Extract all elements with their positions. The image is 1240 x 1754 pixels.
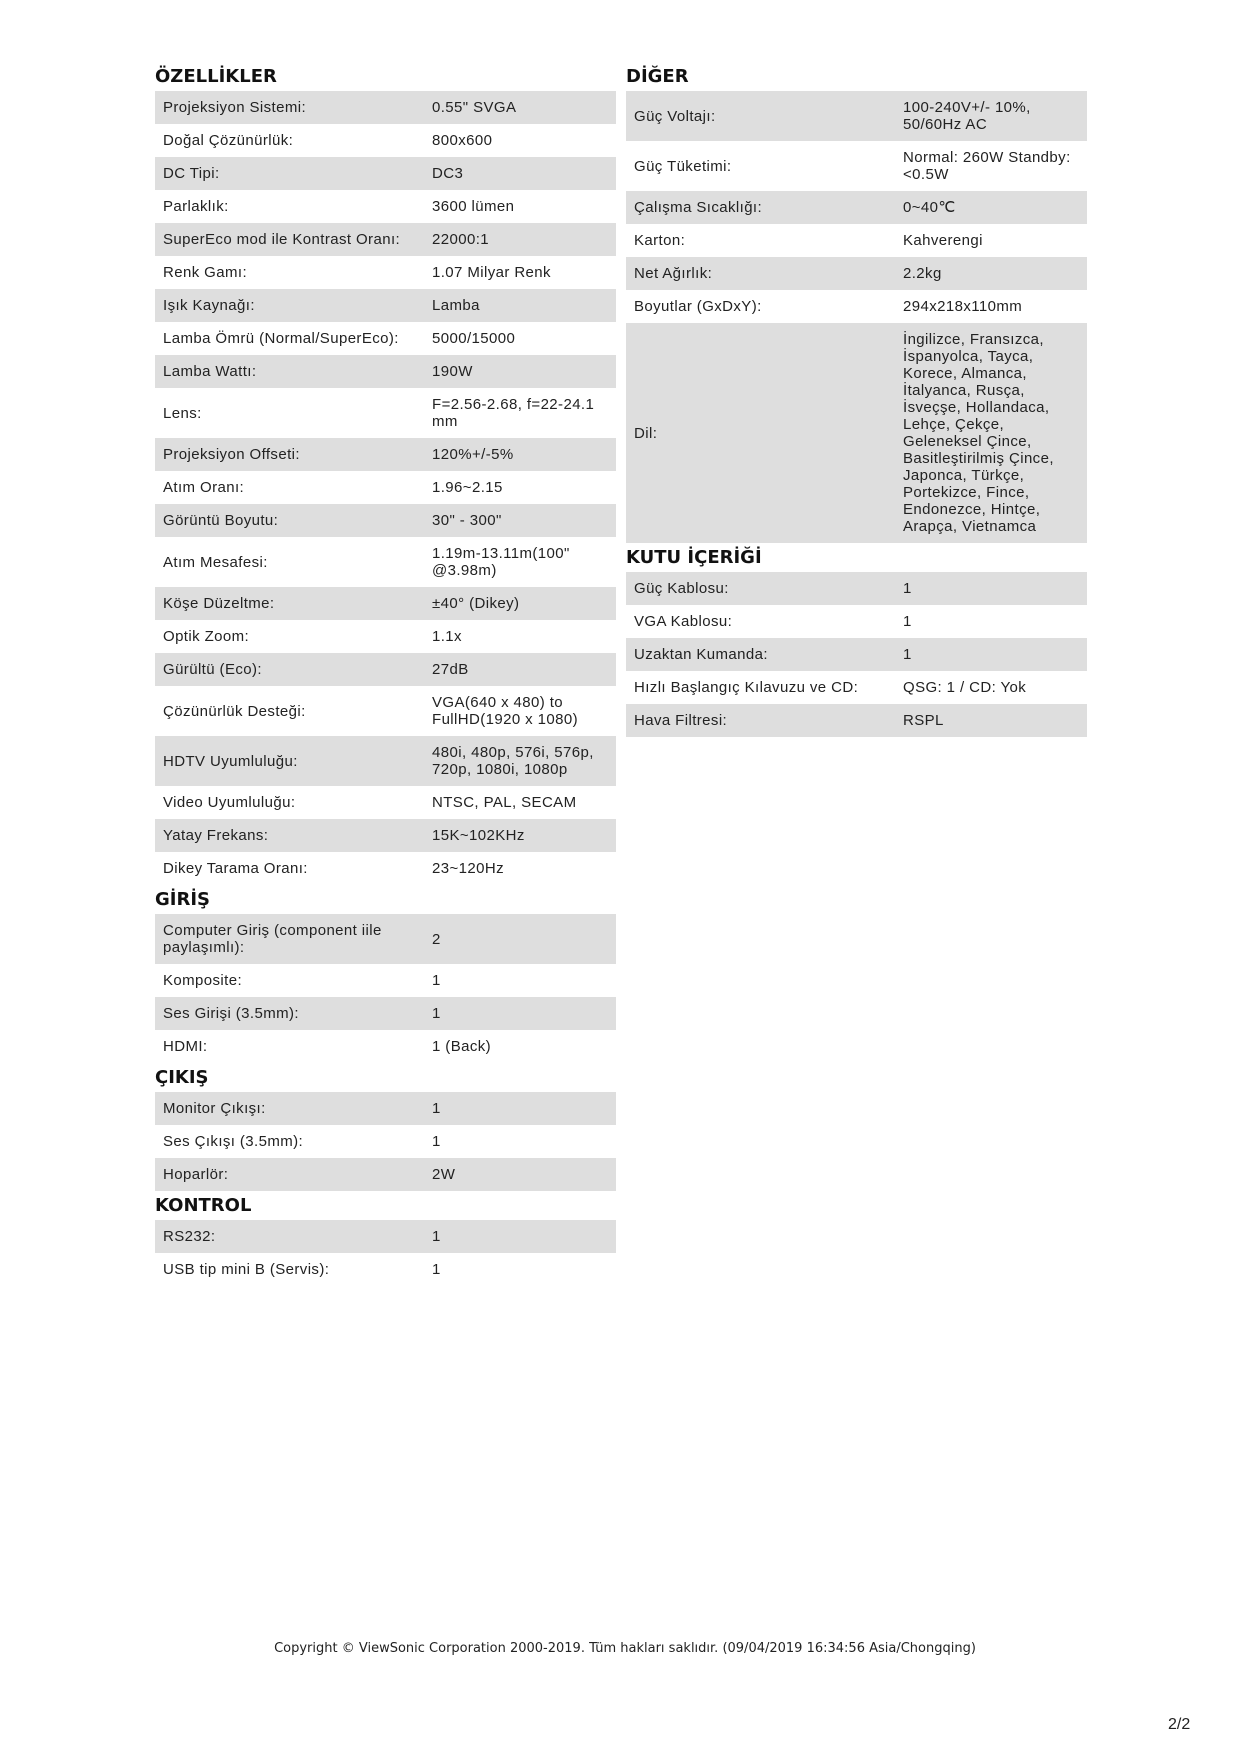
spec-label: SuperEco mod ile Kontrast Oranı: — [163, 231, 401, 248]
spec-row — [155, 1092, 616, 1125]
spec-row — [155, 355, 616, 388]
spec-label: Lamba Ömrü (Normal/SuperEco): — [163, 330, 399, 347]
spec-row — [155, 190, 616, 223]
spec-label: Güç Kablosu: — [634, 580, 729, 597]
spec-value: 2.2kg — [903, 265, 942, 282]
spec-label: Işık Kaynağı: — [163, 297, 255, 314]
spec-row — [155, 504, 616, 537]
spec-value: 294x218x110mm — [903, 298, 1023, 315]
spec-value: 480i, 480p, 576i, 576p, 720p, 1080i, 1080p — [432, 744, 594, 778]
spec-value: 800x600 — [432, 132, 493, 149]
spec-label: Lens: — [163, 404, 202, 422]
spec-value: 1 — [903, 613, 912, 630]
spec-label: Çözünürlük Desteği: — [163, 702, 306, 720]
spec-table — [155, 1220, 616, 1286]
spec-row — [626, 91, 1087, 141]
spec-row — [155, 438, 616, 471]
spec-value: 1 — [432, 1005, 441, 1022]
spec-label: Çalışma Sıcaklığı: — [634, 199, 763, 216]
copyright-footer: Copyright © ViewSonic Corporation 2000-2019. Tüm hakları saklıdır. (09/04/2019 16:34:56 Asia/Chongqing) — [274, 1641, 976, 1656]
spec-value: QSG: 1 / CD: Yok — [903, 679, 1027, 696]
spec-value: 23~120Hz — [432, 860, 505, 877]
spec-row — [626, 572, 1087, 605]
spec-row — [155, 289, 616, 322]
spec-label: Boyutlar (GxDxY): — [634, 298, 762, 315]
spec-value: 30" - 300" — [432, 512, 502, 529]
spec-value: Normal: 260W Standby: <0.5W — [903, 149, 1071, 183]
spec-section-giris — [155, 885, 616, 1063]
spec-row — [155, 997, 616, 1030]
spec-value: 0~40℃ — [903, 199, 956, 216]
spec-value: NTSC, PAL, SECAM — [432, 794, 577, 811]
spec-row — [155, 620, 616, 653]
spec-label: Hızlı Başlangıç Kılavuzu ve CD: — [634, 679, 859, 696]
spec-label: Yatay Frekans: — [163, 827, 269, 844]
spec-row — [626, 141, 1087, 191]
spec-value: 15K~102KHz — [432, 827, 525, 844]
spec-value: 1 — [903, 580, 912, 597]
spec-label: Renk Gamı: — [163, 264, 248, 281]
spec-value: 1.19m-13.11m(100" @3.98m) — [432, 545, 570, 579]
spec-row — [626, 671, 1087, 704]
spec-row — [155, 223, 616, 256]
spec-table — [626, 91, 1087, 543]
spec-value: ±40° (Dikey) — [432, 595, 520, 612]
spec-value: 1.96~2.15 — [432, 479, 503, 496]
spec-section-cikis — [155, 1063, 616, 1191]
spec-label: Optik Zoom: — [163, 628, 250, 645]
spec-label: Computer Giriş (component iile paylaşımlı): — [163, 922, 382, 956]
spec-value: 100-240V+/- 10%, 50/60Hz AC — [903, 99, 1031, 133]
spec-label: Hoparlör: — [163, 1166, 229, 1183]
spec-row — [155, 819, 616, 852]
spec-label: Gürültü (Eco): — [163, 661, 262, 678]
spec-row — [155, 91, 616, 124]
section-title: GİRİŞ — [155, 889, 210, 910]
spec-value: VGA(640 x 480) to FullHD(1920 x 1080) — [432, 694, 578, 728]
spec-value: 190W — [432, 363, 473, 380]
spec-label: Ses Girişi (3.5mm): — [163, 1005, 299, 1022]
spec-row — [155, 1030, 616, 1063]
spec-section-kontrol — [155, 1191, 616, 1286]
spec-row — [155, 587, 616, 620]
spec-section-diger — [626, 62, 1087, 543]
page-number: 2/2 — [1168, 1716, 1191, 1733]
section-title: DİĞER — [626, 66, 689, 87]
spec-value: 1 — [903, 646, 912, 663]
spec-value: 3600 lümen — [432, 198, 515, 215]
spec-label: USB tip mini B (Servis): — [163, 1261, 330, 1278]
left-column — [155, 62, 616, 1286]
spec-value: 2W — [432, 1166, 456, 1183]
spec-row — [626, 704, 1087, 737]
spec-value: 1 — [432, 1228, 441, 1245]
spec-row — [155, 686, 616, 736]
spec-row — [626, 638, 1087, 671]
spec-label: Dil: — [634, 424, 658, 442]
spec-row — [626, 290, 1087, 323]
spec-label: Doğal Çözünürlük: — [163, 132, 294, 149]
spec-label: VGA Kablosu: — [634, 613, 733, 630]
spec-row — [155, 256, 616, 289]
spec-label: Parlaklık: — [163, 198, 229, 215]
spec-table — [155, 914, 616, 1063]
spec-value: 1 — [432, 1100, 441, 1117]
spec-value: 2 — [432, 930, 441, 948]
section-title: ÇIKIŞ — [155, 1067, 209, 1088]
spec-row — [155, 914, 616, 964]
section-title: KONTROL — [155, 1195, 252, 1216]
spec-value: 0.55" SVGA — [432, 99, 517, 116]
spec-row — [155, 537, 616, 587]
spec-label: Uzaktan Kumanda: — [634, 646, 768, 663]
spec-row — [155, 124, 616, 157]
spec-value: 5000/15000 — [432, 330, 516, 347]
spec-value: 1 — [432, 1133, 441, 1150]
spec-label: Ses Çıkışı (3.5mm): — [163, 1133, 304, 1150]
spec-value: Kahverengi — [903, 232, 983, 249]
spec-label: Projeksiyon Sistemi: — [163, 99, 307, 116]
spec-value: 1.1x — [432, 628, 462, 645]
spec-row — [626, 224, 1087, 257]
spec-row — [155, 1158, 616, 1191]
spec-row — [155, 1253, 616, 1286]
spec-row — [155, 1220, 616, 1253]
spec-label: Video Uyumluluğu: — [163, 794, 296, 811]
spec-value: 22000:1 — [432, 231, 490, 248]
spec-label: Net Ağırlık: — [634, 265, 713, 282]
spec-value: Lamba — [432, 297, 480, 314]
spec-row — [155, 471, 616, 504]
spec-label: RS232: — [163, 1228, 216, 1245]
spec-label: Projeksiyon Offseti: — [163, 446, 300, 463]
spec-label: Görüntü Boyutu: — [163, 512, 279, 529]
spec-label: Güç Voltajı: — [634, 107, 716, 125]
spec-row — [155, 736, 616, 786]
spec-label: Köşe Düzeltme: — [163, 595, 275, 612]
spec-value: 120%+/-5% — [432, 446, 514, 463]
spec-row — [155, 964, 616, 997]
spec-row — [626, 605, 1087, 638]
spec-row — [626, 191, 1087, 224]
spec-label: Hava Filtresi: — [634, 712, 728, 729]
spec-table — [155, 91, 616, 885]
spec-value: F=2.56-2.68, f=22-24.1 mm — [432, 396, 595, 430]
spec-label: Karton: — [634, 232, 686, 249]
spec-row — [155, 322, 616, 355]
spec-section-ozellikler — [155, 62, 616, 885]
spec-label: Atım Mesafesi: — [163, 553, 268, 571]
spec-value: 27dB — [432, 661, 469, 678]
spec-section-kutu-icerigi — [626, 543, 1087, 737]
spec-label: Atım Oranı: — [163, 479, 245, 496]
spec-label: Lamba Wattı: — [163, 363, 257, 380]
spec-row — [626, 323, 1087, 543]
spec-label: HDMI: — [163, 1038, 208, 1055]
section-title: ÖZELLİKLER — [155, 66, 277, 87]
spec-label: Dikey Tarama Oranı: — [163, 860, 308, 877]
section-title: KUTU İÇERİĞİ — [626, 547, 762, 568]
spec-value: İngilizce, Fransızca, İspanyolca, Tayca, Korece, Almanca, İtalyanca, Rusça, İsveçşe, Hollandaca, Lehçe, Çekçe, Geleneksel Çince, Basitleştirilmiş Çince, Japonca, Türkçe, Portekizce, Fince, Endonezce, Hintçe, Arapça, Vietnamca — [903, 331, 1054, 535]
spec-table — [155, 1092, 616, 1191]
spec-label: Komposite: — [163, 972, 243, 989]
spec-row — [155, 1125, 616, 1158]
spec-label: Monitor Çıkışı: — [163, 1100, 266, 1117]
spec-row — [155, 157, 616, 190]
spec-value: 1 (Back) — [432, 1038, 492, 1055]
spec-table — [626, 572, 1087, 737]
spec-value: 1 — [432, 972, 441, 989]
spec-value: DC3 — [432, 165, 464, 182]
spec-row — [626, 257, 1087, 290]
spec-label: DC Tipi: — [163, 165, 220, 182]
spec-row — [155, 653, 616, 686]
spec-label: HDTV Uyumluluğu: — [163, 752, 298, 770]
spec-value: RSPL — [903, 712, 944, 729]
spec-row — [155, 786, 616, 819]
right-column — [626, 62, 1087, 737]
spec-row — [155, 852, 616, 885]
spec-value: 1.07 Milyar Renk — [432, 264, 551, 281]
spec-value: 1 — [432, 1261, 441, 1278]
spec-row — [155, 388, 616, 438]
spec-label: Güç Tüketimi: — [634, 157, 732, 175]
